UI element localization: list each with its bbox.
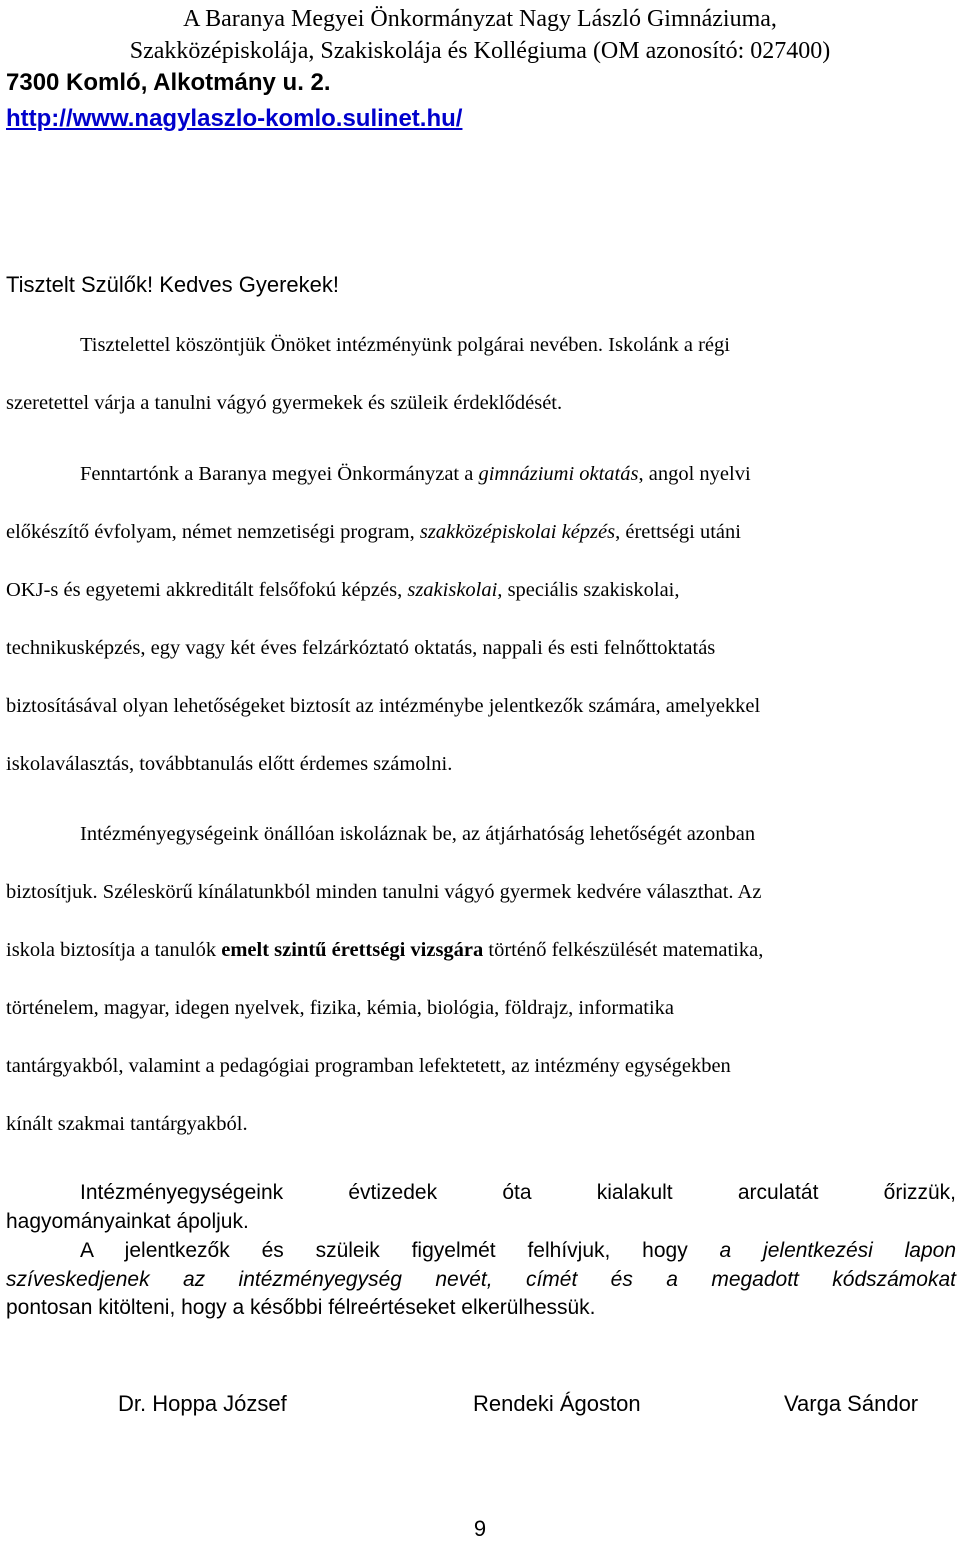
p4-line2: hagyományainkat ápoljuk.: [6, 1210, 249, 1233]
header-address: 7300 Komló, Alkotmány u. 2.: [6, 69, 331, 96]
header-school-name-line2: Szakközépiskolája, Szakiskolája és Kollégiuma (OM azonosító: 027400): [129, 38, 831, 64]
header-website-link[interactable]: http://www.nagylaszlo-komlo.sulinet.hu/: [6, 105, 463, 132]
p1-line1: Tisztelettel köszöntjük Önöket intézményünk polgárai nevében. Iskolánk a régi: [80, 334, 730, 356]
p3-line6: kínált szakmai tantárgyakból.: [6, 1113, 248, 1135]
p2-line6: iskolaválasztás, továbbtanulás előtt érdemes számolni.: [6, 753, 453, 775]
p3-line4: történelem, magyar, idegen nyelvek, fizika, kémia, biológia, földrajz, informatika: [6, 997, 675, 1019]
p2-line5: biztosításával olyan lehetőségeket biztosít az intézménybe jelentkezők számára, amelyekkel: [6, 695, 761, 717]
p3-line2: biztosítjuk. Széleskörű kínálatunkból minden tanulni vágyó gyermek kedvére választhat. Az: [6, 881, 762, 903]
p1-line2: szeretettel várja a tanulni vágyó gyermekek és szüleik érdeklődését.: [6, 392, 563, 414]
p5-line2: szíveskedjenek az intézményegység nevét, címét és a megadott kódszámokat: [6, 1268, 956, 1291]
p3-line1: Intézményegységeink önállóan iskoláznak be, az átjárhatóság lehetőségét azonban: [80, 823, 756, 845]
p2-line3: OKJ-s és egyetemi akkreditált felsőfokú képzés, szakiskolai, speciális szakiskolai,: [6, 579, 680, 601]
signature-name-3: Varga Sándor: [784, 1391, 919, 1416]
p3-line5: tantárgyakból, valamint a pedagógiai programban lefektetett, az intézmény egységekben: [6, 1055, 731, 1077]
page-number: 9: [473, 1516, 487, 1541]
p5-line3: pontosan kitölteni, hogy a későbbi félreértéseket elkerülhessük.: [6, 1296, 596, 1319]
p2-line2: előkészítő évfolyam, német nemzetiségi program, szakközépiskolai képzés, érettségi utáni: [6, 521, 741, 543]
header-school-name-line1: A Baranya Megyei Önkormányzat Nagy László Gimnáziuma,: [183, 6, 777, 32]
p5-line1: A jelentkezők és szüleik figyelmét felhívjuk, hogy a jelentkezési lapon: [80, 1239, 956, 1262]
signature-name-2: Rendeki Ágoston: [473, 1391, 641, 1416]
greeting: Tisztelt Szülők! Kedves Gyerekek!: [6, 272, 339, 297]
p3-line3: iskola biztosítja a tanulók emelt szintű érettségi vizsgára történő felkészülését matematika,: [6, 939, 764, 961]
signature-name-1: Dr. Hoppa József: [118, 1391, 287, 1416]
p4-line1: Intézményegységeink évtizedek óta kialakult arculatát őrizzük,: [80, 1181, 956, 1204]
p2-line4: technikusképzés, egy vagy két éves felzárkóztató oktatás, nappali és esti felnőttoktatás: [6, 637, 716, 659]
p2-line1: Fenntartónk a Baranya megyei Önkormányzat a gimnáziumi oktatás, angol nyelvi: [80, 463, 751, 485]
